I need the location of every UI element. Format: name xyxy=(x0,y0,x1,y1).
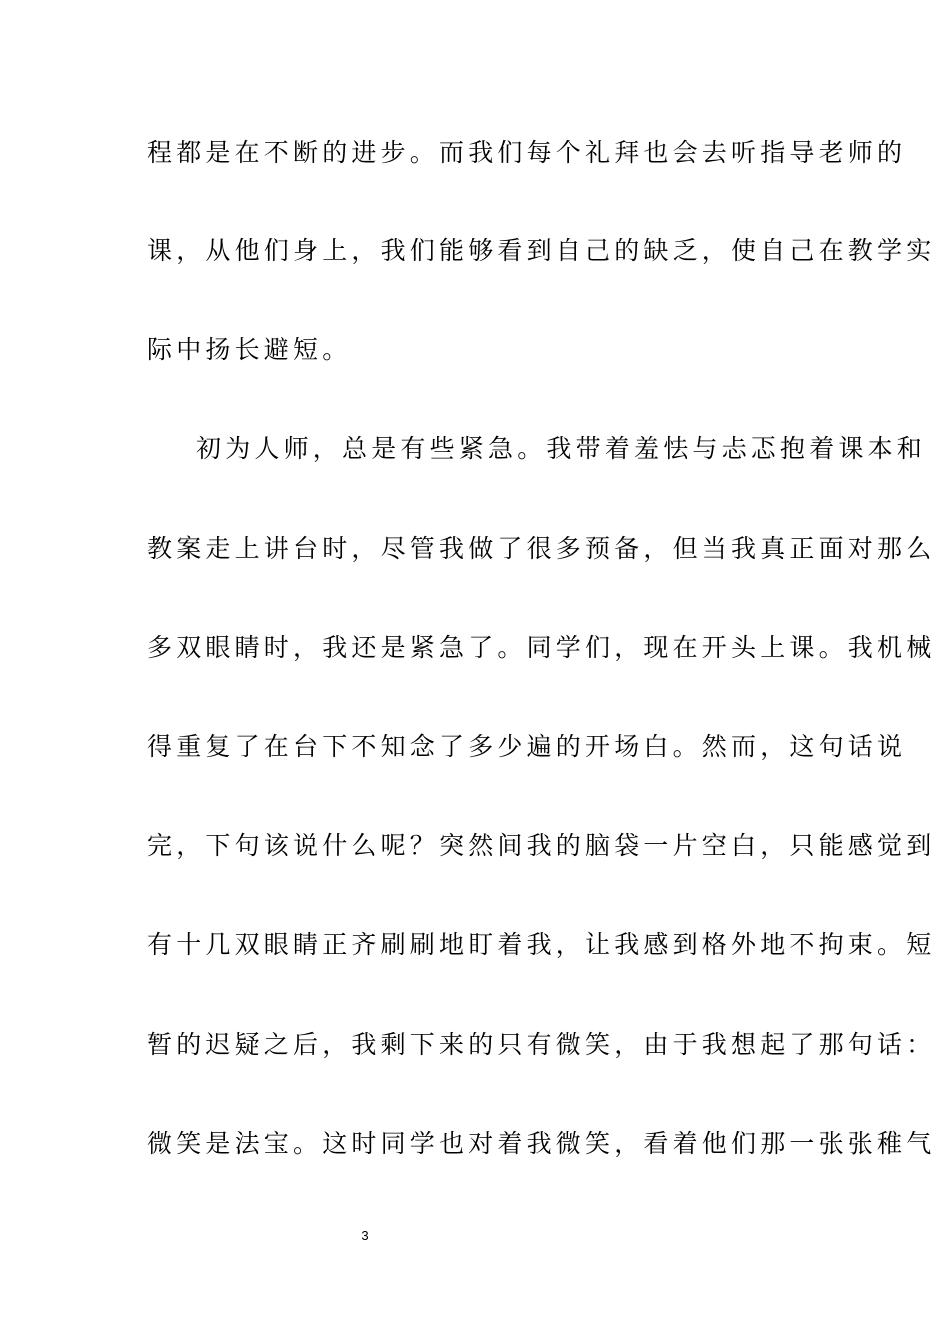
text-line-6: 多双眼睛时，我还是紧急了。同学们，现在开头上课。我机械 xyxy=(147,633,936,662)
text-line-5: 教案走上讲台时，尽管我做了很多预备，但当我真正面对那么 xyxy=(147,534,936,563)
text-line-2: 课，从他们身上，我们能够看到自己的缺乏，使自己在教学实 xyxy=(147,236,936,265)
page-number: 3 xyxy=(361,1228,369,1243)
text-line-11: 微笑是法宝。这时同学也对着我微笑，看着他们那一张张稚气 xyxy=(147,1129,936,1158)
text-line-3: 际中扬长避短。 xyxy=(147,335,352,364)
text-line-9: 有十几双眼睛正齐刷刷地盯着我，让我感到格外地不拘束。短 xyxy=(147,930,936,959)
text-line-10: 暂的迟疑之后，我剩下来的只有微笑，由于我想起了那句话： xyxy=(147,1030,936,1059)
text-line-4-paragraph-start: 初为人师，总是有些紧急。我带着羞怯与忐忑抱着课本和 xyxy=(196,434,927,463)
text-line-8: 完，下句该说什么呢？突然间我的脑袋一片空白，只能感觉到 xyxy=(147,831,936,860)
text-line-7: 得重复了在台下不知念了多少遍的开场白。然而，这句话说 xyxy=(147,732,907,761)
text-line-1: 程都是在不断的进步。而我们每个礼拜也会去听指导老师的 xyxy=(147,138,907,167)
